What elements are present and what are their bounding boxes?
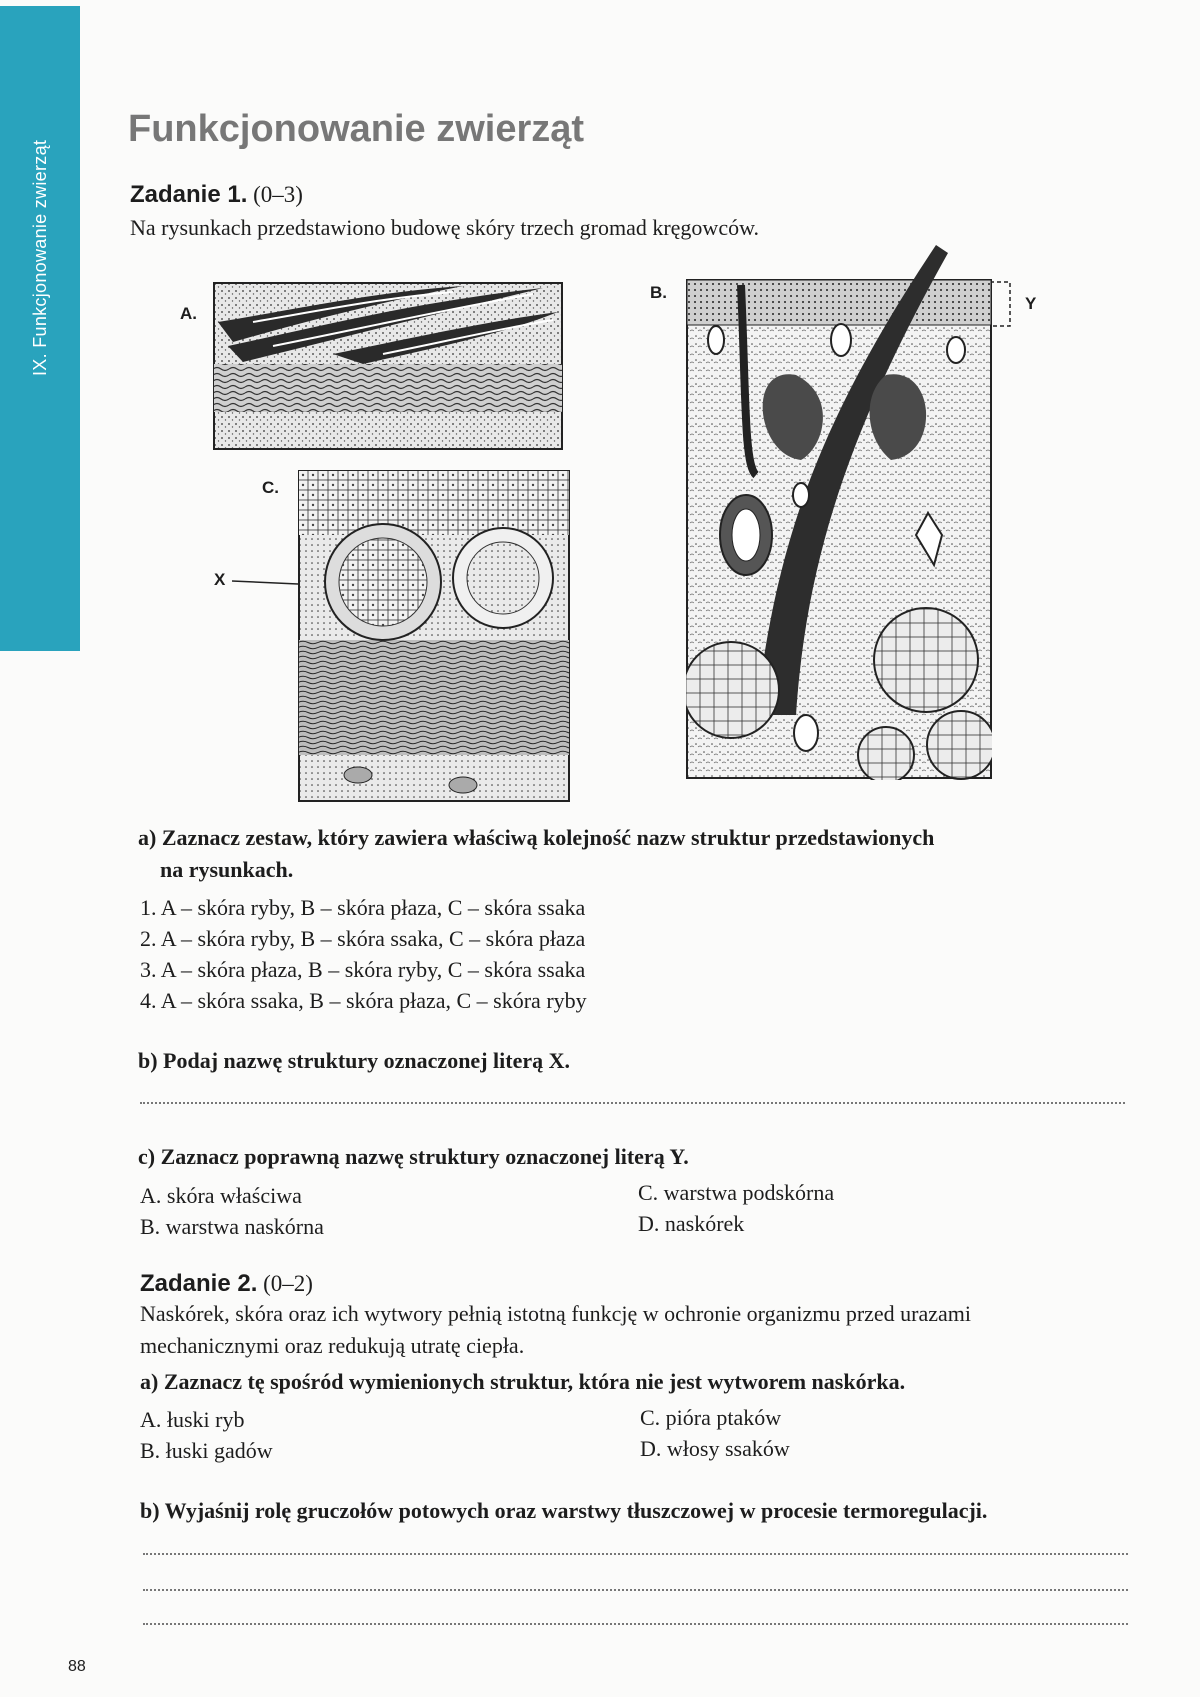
task1-heading bbox=[130, 181, 303, 209]
task1c-question: c) Zaznacz poprawną nazwę struktury oznaczonej literą Y. bbox=[138, 1144, 689, 1169]
figure-b-mammal-skin bbox=[686, 245, 992, 780]
page-number: 88 bbox=[68, 1658, 86, 1675]
task2a-option-a[interactable]: A. łuski ryb bbox=[140, 1407, 245, 1432]
task1-points: (0–3) bbox=[253, 182, 303, 207]
task2-intro-line2: mechanicznymi oraz redukują utratę ciepła. bbox=[140, 1333, 525, 1358]
task1a-question-line1: a) Zaznacz zestaw, który zawiera właściwą kolejność nazw struktur przedstawionych bbox=[138, 825, 935, 850]
task2-points: (0–2) bbox=[263, 1271, 313, 1296]
figure-c-label: C. bbox=[262, 478, 279, 497]
task2a-option-d[interactable]: D. włosy ssaków bbox=[640, 1436, 790, 1461]
task2b-answer-line-3[interactable] bbox=[143, 1623, 1128, 1625]
figure-x-label: X bbox=[214, 570, 226, 589]
task2-label: Zadanie 2. bbox=[140, 1270, 258, 1297]
task1c-option-a[interactable]: A. skóra właściwa bbox=[140, 1183, 302, 1208]
figure-a-fish-skin bbox=[213, 282, 563, 450]
figure-b-label: B. bbox=[650, 283, 667, 302]
y-bracket bbox=[990, 280, 1018, 330]
task2b-answer-line-2[interactable] bbox=[143, 1589, 1128, 1591]
task1-label: Zadanie 1. bbox=[130, 181, 248, 208]
task1-intro: Na rysunkach przedstawiono budowę skóry trzech gromad kręgowców. bbox=[130, 215, 760, 240]
page-title: Funkcjonowanie zwierząt bbox=[128, 108, 585, 150]
task1c-option-c[interactable]: C. warstwa podskórna bbox=[638, 1180, 835, 1205]
task1b-answer-line[interactable] bbox=[140, 1102, 1125, 1104]
task1a-question-line2: na rysunkach. bbox=[160, 857, 294, 882]
task1a-option-4[interactable]: 4. A – skóra ssaka, B – skóra płaza, C – skóra ryby bbox=[140, 988, 587, 1013]
task1c-option-b[interactable]: B. warstwa naskórna bbox=[140, 1214, 324, 1239]
task1a-option-3[interactable]: 3. A – skóra płaza, B – skóra ryby, C – skóra ssaka bbox=[140, 957, 586, 982]
task2a-option-b[interactable]: B. łuski gadów bbox=[140, 1438, 273, 1463]
figure-y-label: Y bbox=[1025, 294, 1037, 313]
figure-c-amphibian-skin bbox=[298, 470, 570, 802]
task1b-question: b) Podaj nazwę struktury oznaczonej literą X. bbox=[138, 1048, 570, 1073]
chapter-tab-label: IX. Funkcjonowanie zwierząt bbox=[30, 139, 50, 376]
task2-intro-line1: Naskórek, skóra oraz ich wytwory pełnią istotną funkcję w ochronie organizmu przed urazami bbox=[140, 1301, 972, 1326]
task1a-option-1[interactable]: 1. A – skóra ryby, B – skóra płaza, C – skóra ssaka bbox=[140, 895, 586, 920]
task1a-option-2[interactable]: 2. A – skóra ryby, B – skóra ssaka, C – skóra płaza bbox=[140, 926, 586, 951]
task2b-question: b) Wyjaśnij rolę gruczołów potowych oraz warstwy tłuszczowej w procesie termoregulacji. bbox=[140, 1498, 988, 1523]
figure-a-label: A. bbox=[180, 304, 197, 323]
task1c-option-d[interactable]: D. naskórek bbox=[638, 1211, 745, 1236]
task2a-question: a) Zaznacz tę spośród wymienionych struktur, która nie jest wytworem naskórka. bbox=[140, 1369, 906, 1394]
chapter-tab bbox=[0, 6, 80, 651]
task2-heading bbox=[140, 1270, 313, 1298]
task2b-answer-line-1[interactable] bbox=[143, 1553, 1128, 1555]
task2a-option-c[interactable]: C. pióra ptaków bbox=[640, 1405, 782, 1430]
